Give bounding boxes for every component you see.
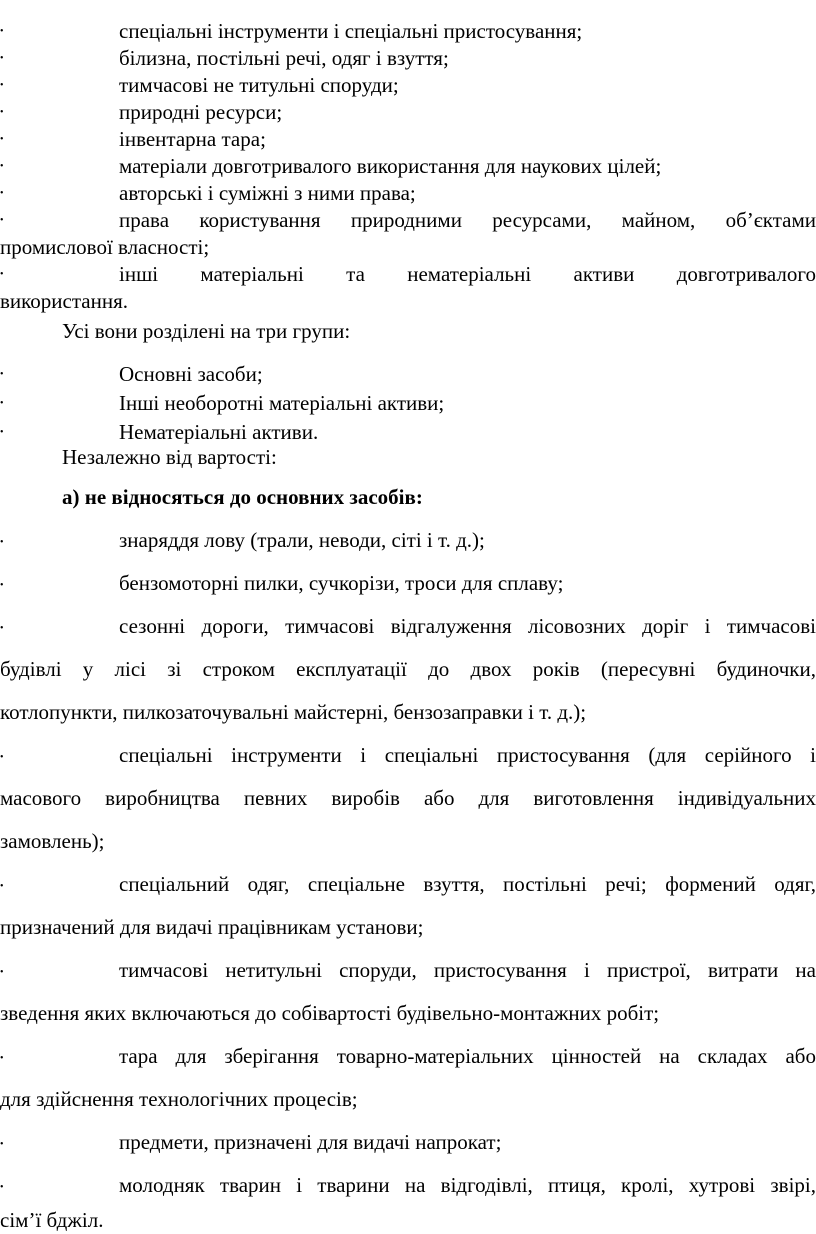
bullet: • [0,537,4,548]
list-item: • Основні засоби; [0,360,816,389]
bullet: • [0,161,4,172]
section-heading: а) не відносяться до основних засобів: [62,485,423,509]
list-item: • спеціальні інструменти і спеціальні пристосування; [0,19,583,43]
list-item: • спеціальний одяг, спеціальне взуття, постільні речі; формений одяг, призначений для видачі працівникам установи; [0,863,816,949]
bullet: • [0,80,4,91]
list-item: • тимчасові нетитульні споруди, пристосування і пристрої, витрати на зведення яких включаються до собівартості будівельно-монтажних робіт; [0,949,816,1035]
bullet: • [0,215,4,226]
bullet: • [0,107,4,118]
groups-list [0,360,816,447]
list-item: • авторські і суміжні з ними права; [0,181,416,205]
bullet: • [0,134,4,145]
list-item: • предмети, призначені для видачі напрокат; [0,1121,816,1164]
list-item: • інвентарна тара; [0,127,266,151]
groups-intro: Усі вони розділені на три групи: [62,319,351,343]
list-item: • білизна, постільні речі, одяг і взуття; [0,46,449,70]
bullet: • [0,752,4,763]
list-item: • права користування природними ресурсами, майном, об’єктами промислової власності; [0,208,816,259]
list-item: • інші матеріальні та нематеріальні активи довготривалого використання. [0,262,816,313]
list-item: • сезонні дороги, тимчасові відгалуження лісовозних доріг і тимчасові будівлі у лісі зі строком експлуатації до двох років (пересувні будиночки, котлопункти, пилкозаточувальні майстерні, бензозаправки і т. д.); [0,605,816,734]
bullet: • [0,1182,4,1193]
bullet: • [0,369,4,380]
bullet: • [0,881,4,892]
list-item: • Нематеріальні активи. [0,418,816,447]
bullet: • [0,623,4,634]
independent-intro: Незалежно від вартості: [62,445,277,469]
bullet: • [0,398,4,409]
asset-types-list [0,18,816,315]
list-item: • спеціальні інструменти і спеціальні пристосування (для серійного і масового виробництва певних виробів або для виготовлення індивідуальних замовлень); [0,734,816,863]
list-item: • знаряддя лову (трали, неводи, сіті і т. д.); [0,519,816,562]
list-item: • тимчасові не титульні споруди; [0,73,399,97]
bullet: • [0,269,4,280]
list-item: • матеріали довготривалого використання для наукових цілей; [0,154,662,178]
list-item: • Інші необоротні матеріальні активи; [0,389,816,418]
bullet: • [0,967,4,978]
list-item: • тара для зберігання товарно-матеріальних цінностей на складах або для здійснення технологічних процесів; [0,1035,816,1121]
bullet: • [0,26,4,37]
bullet: • [0,53,4,64]
list-item: • природні ресурси; [0,100,283,124]
bullet: • [0,188,4,199]
list-item: • молодняк тварин і тварини на відгодівлі, птиця, кролі, хутрові звірі, сім’ї бджіл. [0,1164,816,1234]
bullet: • [0,427,4,438]
bullet: • [0,1139,4,1150]
bullet: • [0,1053,4,1064]
list-item: • бензомоторні пилки, сучкорізи, троси для сплаву; [0,562,816,605]
not-fixed-assets-list [0,519,816,1234]
bullet: • [0,580,4,591]
